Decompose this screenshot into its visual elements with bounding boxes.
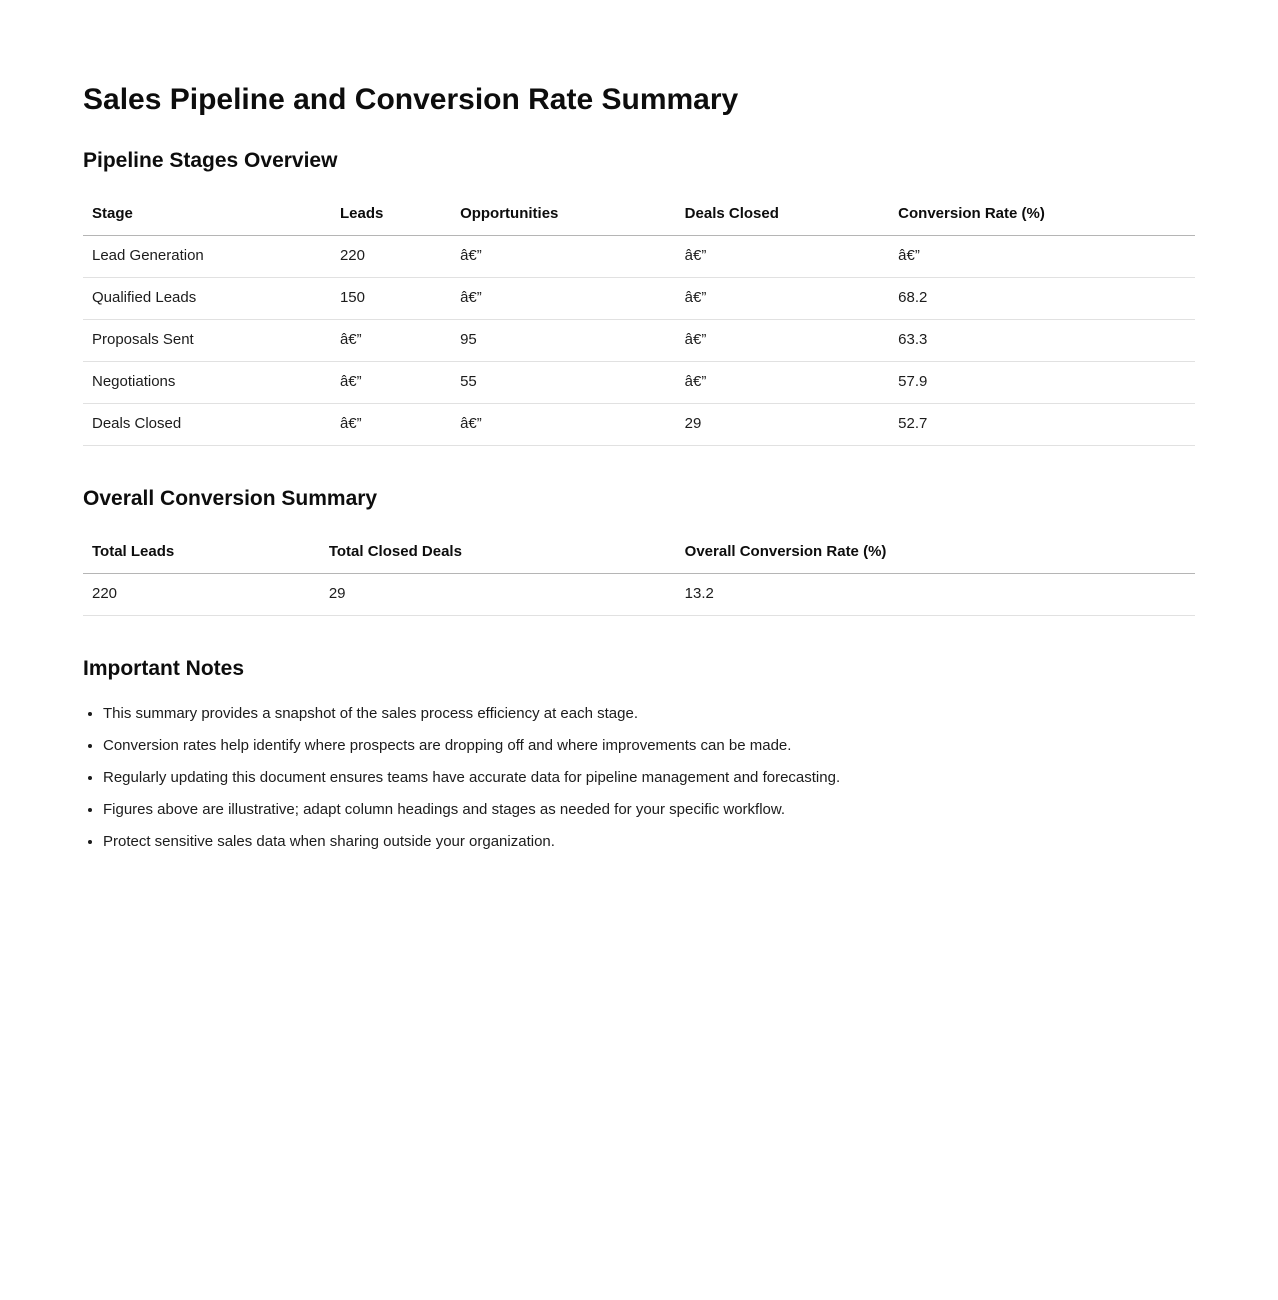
list-item: • Conversion rates help identify where prospects are dropping off and where improvements can be made. xyxy=(103,737,1195,755)
cell-stage: Deals Closed xyxy=(83,404,331,446)
cell-leads: â€” xyxy=(331,404,451,446)
table-row xyxy=(83,362,1195,404)
cell-leads: 150 xyxy=(331,278,451,320)
cell-conversion-rate: 68.2 xyxy=(889,278,1195,320)
table-row xyxy=(83,404,1195,446)
cell-opportunities: 55 xyxy=(451,362,676,404)
column-header-overall-conversion-rate: Overall Conversion Rate (%) xyxy=(676,530,1195,574)
cell-opportunities: 95 xyxy=(451,320,676,362)
column-header-deals-closed: Deals Closed xyxy=(676,192,890,236)
cell-stage: Proposals Sent xyxy=(83,320,331,362)
table-row xyxy=(83,320,1195,362)
cell-total-leads: 220 xyxy=(83,574,320,616)
cell-conversion-rate: 52.7 xyxy=(889,404,1195,446)
cell-leads: â€” xyxy=(331,362,451,404)
list-item: • Protect sensitive sales data when sharing outside your organization. xyxy=(103,833,1195,851)
cell-deals-closed: â€” xyxy=(676,320,890,362)
notes-list xyxy=(83,705,1195,851)
cell-stage: Qualified Leads xyxy=(83,278,331,320)
overall-conversion-table xyxy=(83,530,1195,616)
list-item: • This summary provides a snapshot of the sales process efficiency at each stage. xyxy=(103,705,1195,723)
cell-conversion-rate: 57.9 xyxy=(889,362,1195,404)
cell-stage: Lead Generation xyxy=(83,236,331,278)
cell-opportunities: â€” xyxy=(451,236,676,278)
cell-conversion-rate: 63.3 xyxy=(889,320,1195,362)
list-item: • Figures above are illustrative; adapt column headings and stages as needed for your specific workflow. xyxy=(103,801,1195,819)
cell-deals-closed: â€” xyxy=(676,278,890,320)
list-item: • Regularly updating this document ensures teams have accurate data for pipeline management and forecasting. xyxy=(103,769,1195,787)
cell-stage: Negotiations xyxy=(83,362,331,404)
cell-deals-closed: 29 xyxy=(676,404,890,446)
column-header-conversion-rate: Conversion Rate (%) xyxy=(889,192,1195,236)
column-header-stage: Stage xyxy=(83,192,331,236)
cell-conversion-rate: â€” xyxy=(889,236,1195,278)
cell-opportunities: â€” xyxy=(451,278,676,320)
cell-deals-closed: â€” xyxy=(676,236,890,278)
table-row xyxy=(83,236,1195,278)
cell-deals-closed: â€” xyxy=(676,362,890,404)
table-row xyxy=(83,278,1195,320)
column-header-total-closed-deals: Total Closed Deals xyxy=(320,530,676,574)
overall-conversion-heading: Overall Conversion Summary xyxy=(83,487,378,511)
cell-total-closed-deals: 29 xyxy=(320,574,676,616)
page-title: Sales Pipeline and Conversion Rate Summary xyxy=(83,83,739,116)
column-header-leads: Leads xyxy=(331,192,451,236)
cell-opportunities: â€” xyxy=(451,404,676,446)
column-header-total-leads: Total Leads xyxy=(83,530,320,574)
important-notes-heading: Important Notes xyxy=(83,657,245,681)
cell-overall-conversion-rate: 13.2 xyxy=(676,574,1195,616)
pipeline-stages-heading: Pipeline Stages Overview xyxy=(83,149,338,172)
pipeline-stages-table xyxy=(83,192,1195,446)
column-header-opportunities: Opportunities xyxy=(451,192,676,236)
table-header-row xyxy=(83,530,1195,574)
cell-leads: 220 xyxy=(331,236,451,278)
table-header-row xyxy=(83,192,1195,236)
table-row xyxy=(83,574,1195,616)
cell-leads: â€” xyxy=(331,320,451,362)
